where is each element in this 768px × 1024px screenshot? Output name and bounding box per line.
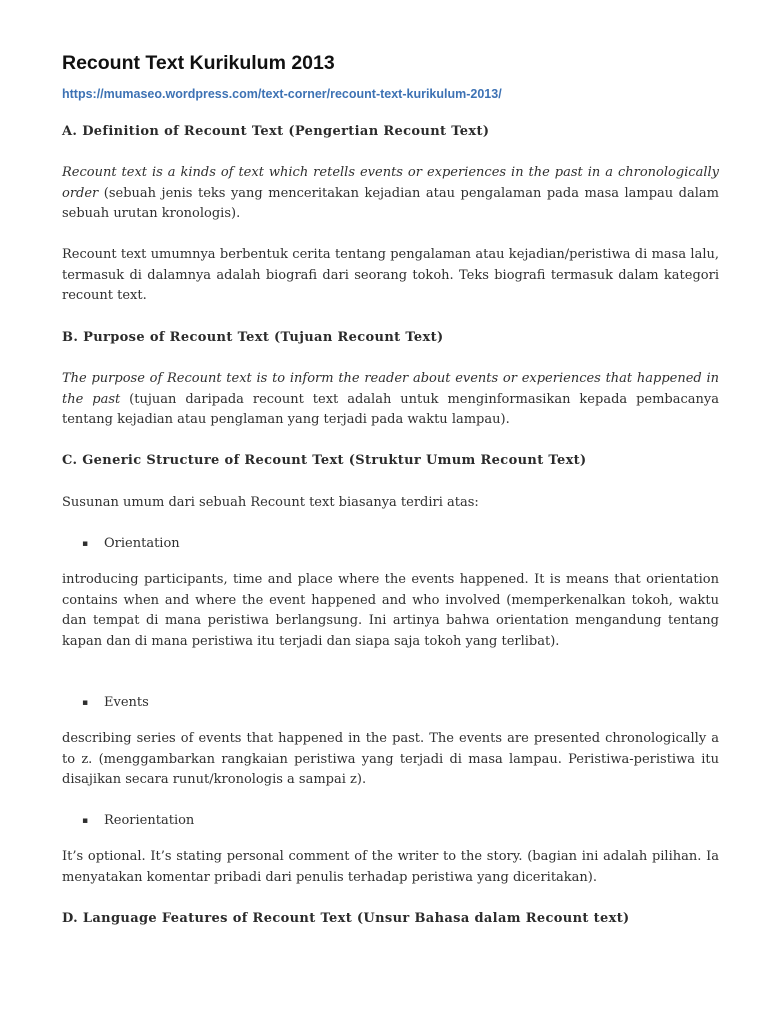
list-item-label: Reorientation [104,813,195,828]
purpose-translation: (tujuan daripada recount text adalah untuk menginformasikan kepada pembacanya tentang kejadian atau penglaman yang terjadi pada waktu lampau). [62,391,720,427]
source-link[interactable]: https://mumaseo.wordpress.com/text-corner/recount-text-kurikulum-2013/ [62,87,502,101]
page-title: Recount Text Kurikulum 2013 [62,52,335,74]
section-a-heading: A. Definition of Recount Text (Pengertian Recount Text) [62,124,490,139]
list-item-orientation [82,536,180,551]
events-description: describing series of events that happened in the past. The events are presented chronologically a to z. (menggambarkan rangkaian peristiwa yang terjadi di masa lampau. Peristiwa-peristiwa itu disajikan secara runut/kronologis a sampai z). [62,731,719,787]
list-item-events [82,695,149,710]
list-item-label: Events [104,695,149,710]
bullet-icon: ▪ [82,698,89,708]
section-c-heading: C. Generic Structure of Recount Text (Struktur Umum Recount Text) [62,453,587,468]
bullet-icon: ▪ [82,816,89,826]
definition-translation: (sebuah jenis teks yang menceritakan kejadian atau pengalaman pada masa lampau dalam sebuah urutan kronologis). [62,185,719,221]
reorientation-description: It’s optional. It’s stating personal comment of the writer to the story. (bagian ini adalah pilihan. Ia menyatakan komentar pribadi dari penulis terhadap peristiwa yang diceritakan). [62,849,719,885]
section-a-paragraph-2: Recount text umumnya berbentuk cerita tentang pengalaman atau kejadian/peristiwa di masa lalu, termasuk di dalamnya adalah biografi dari seorang tokoh. Teks biografi termasuk dalam kategori recount text. [62,247,719,303]
list-item-label: Orientation [104,536,180,551]
definition-italic: Recount text is a kinds of text which retells events or experiences in the past in a chronologically order [62,165,719,201]
bullet-icon: ▪ [82,539,89,549]
purpose-italic: The purpose of Recount text is to inform the reader about events or experiences that happened in the past [62,371,719,407]
section-b-paragraph-1 [62,369,719,431]
section-b-heading: B. Purpose of Recount Text (Tujuan Recount Text) [62,330,444,345]
section-a-paragraph-1 [62,163,719,225]
list-item-reorientation [82,813,194,828]
orientation-description: introducing participants, time and place where the events happened. It is means that orientation contains when and where the event happened and who involved (memperkenalkan tokoh, waktu dan tempat di mana peristiwa berlangsung. Ini artinya bahwa orientation mengandung tentang kapan dan di mana peristiwa itu terjadi dan siapa saja tokoh yang terlibat). [62,572,719,649]
section-c-intro: Susunan umum dari sebuah Recount text biasanya terdiri atas: [62,495,479,510]
section-d-heading: D. Language Features of Recount Text (Unsur Bahasa dalam Recount text) [62,911,630,926]
